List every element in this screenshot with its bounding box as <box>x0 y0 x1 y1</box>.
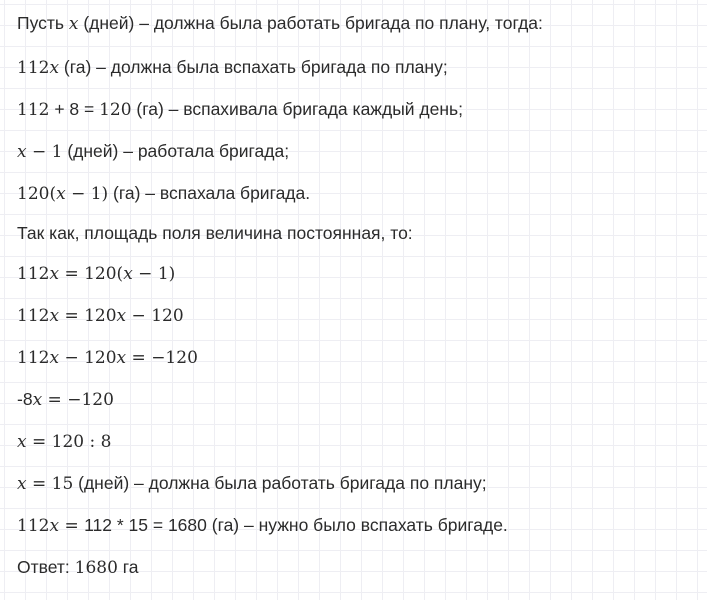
math-number: 112 <box>17 100 50 120</box>
equation-1 <box>17 262 175 285</box>
math-variable: x <box>116 348 127 368</box>
math-variable: x <box>32 390 43 410</box>
math-variable: x <box>49 264 60 284</box>
line-2 <box>17 56 448 79</box>
text-fragment: (га) – вспахала бригада. <box>108 183 311 203</box>
math-variable: x <box>17 432 27 452</box>
line-4 <box>17 140 289 163</box>
text-fragment: (дней) – работала бригада; <box>62 141 290 161</box>
math-variable: x <box>56 184 66 204</box>
math-number: -8 <box>17 389 33 409</box>
math-variable: x <box>68 14 79 34</box>
math-number: 120 <box>99 100 132 120</box>
math-variable: x <box>49 348 60 368</box>
text-fragment: (га) – должна была вспахать бригада по плану; <box>59 57 448 77</box>
equation-7 <box>17 514 508 537</box>
math-number: 112 <box>17 348 50 368</box>
line-3 <box>17 98 463 121</box>
math-expression: = 120 : 8 <box>26 432 112 452</box>
text-fragment: + 8 = <box>49 99 100 119</box>
answer-unit: га <box>117 557 139 577</box>
line-5 <box>17 182 310 205</box>
line-1 <box>17 12 543 35</box>
equation-2 <box>17 304 184 327</box>
math-expression: − 1) <box>132 264 176 284</box>
answer-value: 1680 <box>74 558 118 578</box>
math-number: 112 <box>17 58 50 78</box>
equation-5 <box>17 430 111 453</box>
text-fragment: (дней) – должна была работать бригада по плану; <box>73 473 487 493</box>
equation-3 <box>17 346 198 369</box>
math-expression: 120( <box>17 184 57 204</box>
math-number: 112 <box>17 306 50 326</box>
math-variable: x <box>49 58 60 78</box>
math-number: 112 <box>17 516 50 536</box>
math-variable: x <box>17 474 27 494</box>
line-6 <box>17 222 413 244</box>
answer-label: Ответ: <box>17 557 75 577</box>
math-expression: − 120 <box>126 306 184 326</box>
answer-line <box>17 556 138 579</box>
math-variable: x <box>17 142 27 162</box>
text-fragment: (дней) – должна была работать бригада по плану, тогда: <box>78 13 543 33</box>
math-expression: = 120( <box>59 264 124 284</box>
text-fragment: Пусть <box>17 13 69 33</box>
math-variable: x <box>49 306 60 326</box>
math-expression: − 1) <box>65 184 109 204</box>
math-variable: x <box>49 516 60 536</box>
text-fragment: 112 * 15 = 1680 (га) – нужно было вспахать бригаде. <box>84 515 508 535</box>
math-expression: = −120 <box>126 348 198 368</box>
math-expression: = −120 <box>42 390 114 410</box>
math-expression: − 120 <box>59 348 117 368</box>
math-variable: x <box>116 306 127 326</box>
math-variable: x <box>123 264 133 284</box>
math-expression: − 1 <box>26 142 63 162</box>
equation-6 <box>17 472 487 495</box>
math-number: 112 <box>17 264 50 284</box>
math-expression: = 120 <box>59 306 117 326</box>
text-fragment: (га) – вспахивала бригада каждый день; <box>131 99 464 119</box>
text-fragment: Так как, площадь поля величина постоянная, то: <box>17 223 413 243</box>
math-expression: = 15 <box>26 474 74 494</box>
equation-4 <box>17 388 114 411</box>
math-expression: = <box>59 516 85 536</box>
